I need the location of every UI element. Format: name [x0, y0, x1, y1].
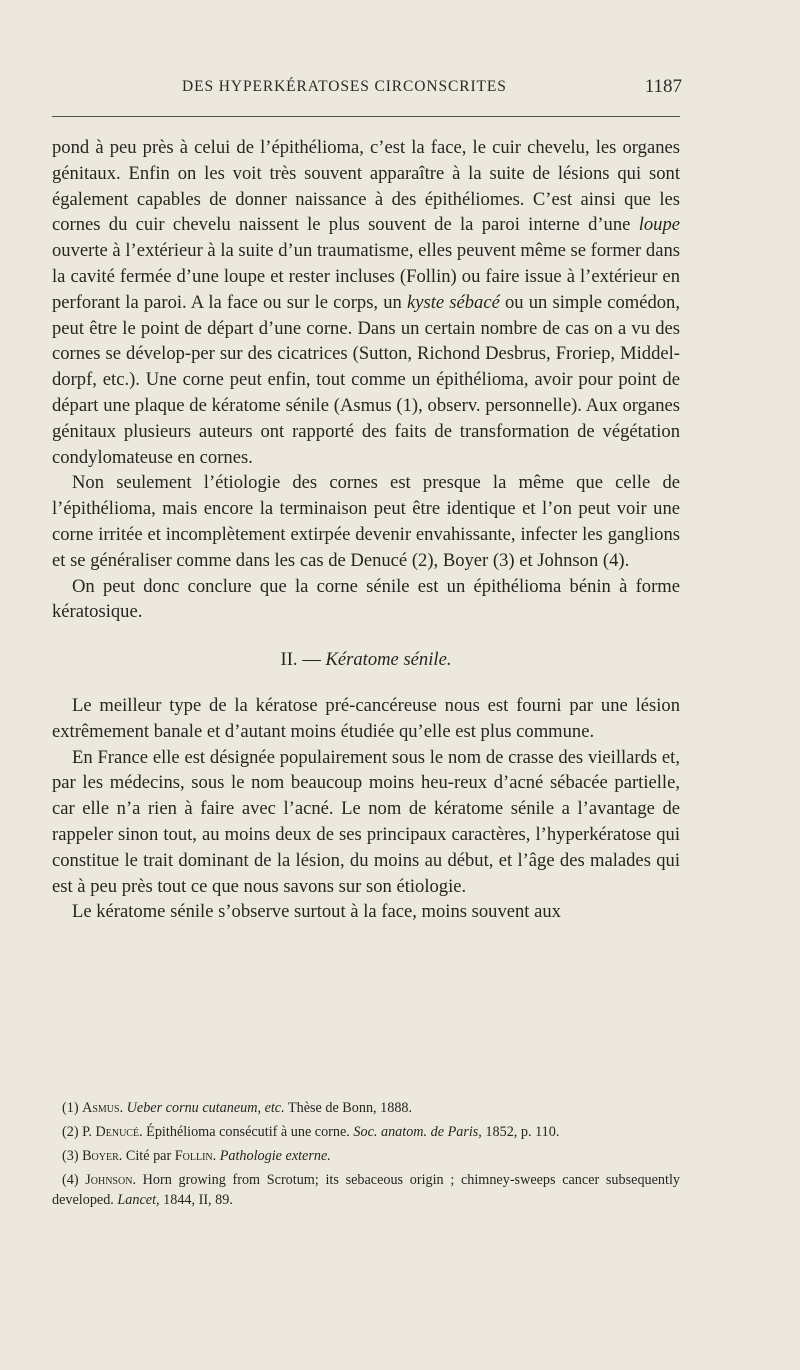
text-run: pond à peu près à celui de l’épithélioma, c’est la face, le cuir chevelu, les organes génitaux. Enfin on les voit très souvent apparaître à la suite de lésions qui sont également capables de donner naissance à des épithéliomes. C’est ainsi que les cornes du cuir chevelu naissent le plus souvent de la paroi interne d’une	[52, 137, 680, 236]
section-title: Kératome sénile.	[325, 649, 452, 671]
text-run: ouverte à l’extérieur à la suite d’un traumatisme, elles peuvent même se former dans la cavité fermée d’une loupe et rester incluses (Follin) ou faire issue à l’extérieur en perforant la paroi. A la face ou sur le corps, un	[52, 240, 680, 313]
text-run: . Cité par	[118, 1148, 175, 1164]
body-text	[52, 135, 680, 925]
header-rule	[52, 116, 680, 117]
running-title: DES HYPERKÉRATOSES CIRCONSCRITES	[182, 78, 507, 95]
footnote-number: (1)	[62, 1100, 83, 1116]
footnote-title: Soc. anatom. de Paris,	[353, 1124, 482, 1140]
paragraph: Le meilleur type de la kératose pré-cancéreuse nous est fourni par une lésion extrêmement banale et d’autant moins étudiée qu’elle est plus commune.	[52, 694, 680, 742]
text-run: 1844, II, 89.	[159, 1192, 233, 1208]
text-run: ou un simple comédon, peut être le point de départ d’une corne. Dans un certain nombre de cas on a vu des cornes se dévelop-per sur des cicatrices (Sutton, Richond Desbrus, Froriep, Middel-dorpf, etc.). Une corne peut enfin, tout comme un épithélioma, avoir pour point de départ une plaque de kératome sénile (Asmus (1), observ. personnelle). Aux organes génitaux plusieurs auteurs ont rapporté des faits de transformation de végétation condylomateuse en cornes.	[52, 291, 680, 468]
paragraph: En France elle est désignée populairement sous le nom de crasse des vieillards et, par les médecins, sous le nom beaucoup moins heu-reux d’acné sébacée partielle, car elle n’a rien à faire avec l’acné. Le nom de kératome sénile a l’avantage de rappeler sinon tout, au moins deux de ses principaux caractères, l’hyperkératose qui constitue le trait dominant de la lésion, du moins au début, et l’âge des malades qui est à peu près tout ce que nous savons sur son étiologie.	[52, 746, 680, 897]
paragraph: Non seulement l’étiologie des cornes est presque la même que celle de l’épithélioma, mais encore la terminaison peut être identique et l’on peut voir une corne irritée et incomplètement extirpée devenir envahissante, infecter les ganglions et se généraliser comme dans les cas de Denucé (2), Boyer (3) et Johnson (4).	[52, 472, 680, 571]
section-number: II. —	[280, 649, 326, 671]
footnote-author: Follin	[174, 1148, 213, 1164]
footnote-author: Asmus	[82, 1100, 120, 1116]
footnote-title: Pathologie externe.	[219, 1148, 331, 1164]
footnote-author: Denucé	[95, 1124, 140, 1140]
text-run: . Horn growing from Scrotum; its sebaceous origin ; chimney-sweeps cancer subsequently developed.	[52, 1172, 680, 1208]
paragraph: Le kératome sénile s’observe surtout à la face, moins souvent aux	[72, 901, 561, 923]
italic-term: loupe	[638, 214, 680, 236]
footnote-number: (2) P.	[62, 1124, 96, 1140]
footnote-author: Johnson	[85, 1172, 133, 1188]
text-run: 1852, p. 110.	[481, 1124, 560, 1140]
footnote-title: Ueber cornu cutaneum, etc.	[126, 1100, 285, 1116]
footnote-author: Boyer	[82, 1148, 119, 1164]
section-heading	[52, 647, 680, 673]
footnote-title: Lancet,	[117, 1192, 160, 1208]
paragraph: On peut donc conclure que la corne sénile est un épithélioma bénin à forme kératosique.	[52, 575, 680, 623]
italic-term: kyste sébacé	[406, 291, 500, 313]
page-number: 1187	[644, 76, 682, 97]
text-run: .	[212, 1148, 220, 1164]
footnote-number: (3)	[62, 1148, 83, 1164]
footnotes	[52, 1098, 680, 1214]
running-head	[52, 78, 682, 102]
footnote	[52, 1098, 680, 1118]
footnote	[52, 1122, 680, 1142]
text-run: .	[119, 1100, 127, 1116]
text-run: Thèse de Bonn, 1888.	[284, 1100, 413, 1116]
text-run: . Épithélioma consécutif à une corne.	[139, 1124, 354, 1140]
footnote-number: (4)	[62, 1172, 86, 1188]
footnote	[52, 1170, 680, 1210]
paragraph	[52, 135, 680, 470]
footnote	[52, 1146, 680, 1166]
